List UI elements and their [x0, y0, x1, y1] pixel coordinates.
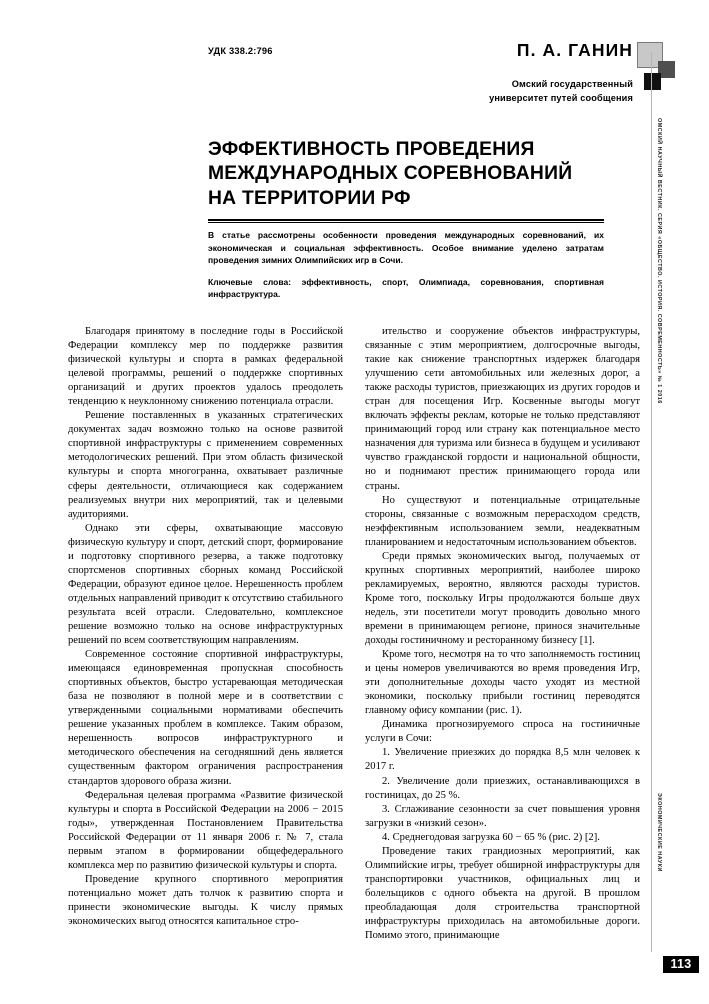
- body-paragraph: 1. Увеличение приезжих до порядка 8,5 млн человек к 2017 г.: [365, 747, 640, 773]
- decorative-square-black: [644, 73, 661, 90]
- decorative-squares: [629, 0, 709, 110]
- body-paragraph: ительство и сооружение объектов инфраструктуры, связанные с этим мероприятием, долгосрочные выгоды, такие как снижение транспортных издержек благодаря улучшению сети автомобильных или железных дорог, а также расходы туристов, приезжающих из других городов и стран для посещения Игр. Косвенные выгоды могут включать эффекты реклам, которые не только представляют принимающий город или страну как потенциальное место назначения для туризма или бизнеса в будущем и усиливают чувство гражданской гордости и национальной общности, но и поднимают престиж принимающего города или страны.: [365, 326, 640, 492]
- affiliation-line: университет путей сообщения: [489, 92, 633, 103]
- body-paragraph: Динамика прогнозируемого спроса на гостиничные услуги в Сочи:: [365, 719, 640, 745]
- body-paragraph: 3. Сглаживание сезонности за счет повышения уровня загрузки в «низкий сезон».: [365, 803, 640, 829]
- sidebar-vertical-rule: [651, 52, 652, 952]
- page-title: ЭФФЕКТИВНОСТЬ ПРОВЕДЕНИЯ МЕЖДУНАРОДНЫХ СОРЕВНОВАНИЙ НА ТЕРРИТОРИИ РФ: [208, 139, 573, 209]
- affiliation-line: Омский государственный: [511, 79, 633, 89]
- keywords-text: Ключевые слова: эффективность, спорт, Олимпиада, соревнования, спортивная инфраструктура.: [208, 276, 604, 300]
- body-paragraph: Среди прямых экономических выгод, получаемых от крупных спортивных мероприятий, наиболее широко рекламируемых, вероятно, являются расходы туристов. Кроме того, поскольку Игры продолжаются больше двух недель, эти посетители могут проводить довольно много времени в принимающем регионе, принося значительные доходы гостиничному и ресторанному бизнесу [1].: [365, 550, 640, 647]
- body-paragraph: Проведение таких грандиозных мероприятий, как Олимпийские игры, требует обширной инфраструктуры для транспортировки участников, официальных лиц и болельщиков с одного объекта на другой. В прошлом преобладающая доля строительства транспортной инфраструктуры приходилась на автомобильные дороги. Помимо этого, принимающие: [365, 845, 640, 942]
- udk-code: УДК 338.2:796: [208, 46, 273, 56]
- right-column: [365, 325, 640, 943]
- body-paragraph: Однако эти сферы, охватывающие массовую физическую культуру и спорт, детский спорт, формирование и подготовку спортивного резерва, а также подготовку спортсменов спортивных сборных команд Российской Федерации, образуют единое целое. Нерешенность проблем отдельных направлений приводит к отсутствию стабильного результата всей отрасли. Следовательно, комплексное решение возможно только на основе инфраструктурных решений по всем соответствующим направлениям.: [68, 522, 343, 647]
- title-rule-thin: [208, 222, 604, 223]
- body-paragraph: Федеральная целевая программа «Развитие физической культуры и спорта в Российской Федерации на 2006 − 2015 годы», утвержденная Постановлением Правительства Российской Федерации от 11 января 2006 г. № 7, стала первым этапом в формировании общефедерального комплекса мер по развитию физической культуры и спорта.: [68, 789, 343, 871]
- sidebar-journal-title: ОМСКИЙ НАУЧНЫЙ ВЕСТНИК. СЕРИЯ «ОБЩЕСТВО. ИСТОРИЯ. СОВРЕМЕННОСТЬ» № 1 2016: [656, 118, 662, 404]
- abstract-text: В статье рассмотрены особенности проведения международных соревнований, их экономическая и социальная эффективность. Особое внимание уделено затратам проведения зимних Олимпийских игр в Сочи.: [208, 230, 604, 266]
- body-paragraph: Проведение крупного спортивного мероприятия потенциально может дать толчок к развитию спорта и принести экономические выгоды. К числу прямых экономических выгод относятся капитальное стро-: [68, 873, 343, 927]
- body-paragraph: 2. Увеличение доли приезжих, останавливающихся в гостиницах, до 25 %.: [365, 775, 640, 801]
- author-affiliation: [293, 78, 633, 105]
- body-paragraph: Благодаря принятому в последние годы в Российской Федерации комплексу мер по поддержке развития физической культуры и спорта в рамках федеральной целевой программы, решений о поддержке спортивных организаций и других проектов удалось преодолеть тенденцию к неуклонному снижению потенциала отрасли.: [68, 326, 343, 408]
- author-name: П. А. ГАНИН: [516, 40, 633, 60]
- left-column: [68, 325, 343, 943]
- sidebar-section-title: ЭКОНОМИЧЕСКИЕ НАУКИ: [656, 793, 662, 872]
- body-columns: [68, 325, 640, 943]
- body-paragraph: Но существуют и потенциальные отрицательные стороны, связанные с возможным перерасходом средств, неэффективным использованием земли, неадекватным планированием и недостаточным использованием объектов.: [365, 494, 640, 548]
- title-rule-thick: [208, 219, 604, 221]
- body-paragraph: Решение поставленных в указанных стратегических документах задач возможно только на основе развитой спортивной инфраструктуры с применением современных методологических решений. При этом область физической культуры и спорта многогранна, охватывает различные сферы деятельности, отличающиеся как содержанием реализуемых внутри них мероприятий, так и целевыми аудиториями.: [68, 410, 343, 520]
- body-paragraph: Современное состояние спортивной инфраструктуры, имеющаяся единовременная пропускная способность спортивных объектов, быстро устаревающая методическая база не позволяют в полной мере и в соответствии с утвержденными социальными нормативами обеспечить решение указанных проблем в комплексе. Таким образом, нерешенность вопросов инфраструктурного и методического обеспечения на сегодняшний день является существенным фактором ограничения распространения стандартов здорового образа жизни.: [68, 649, 343, 787]
- page-number: 113: [663, 956, 699, 973]
- body-paragraph: 4. Среднегодовая загрузка 60 − 65 % (рис. 2) [2].: [382, 831, 600, 843]
- body-paragraph: Кроме того, несмотря на то что заполняемость гостиниц и цены номеров увеличиваются во время проведения Игр, эти дополнительные доходы часто уходят из местной экономики, поскольку прибыли гостиниц переводятся главному офису компании (рис. 1).: [365, 649, 640, 717]
- title-block: [208, 138, 604, 300]
